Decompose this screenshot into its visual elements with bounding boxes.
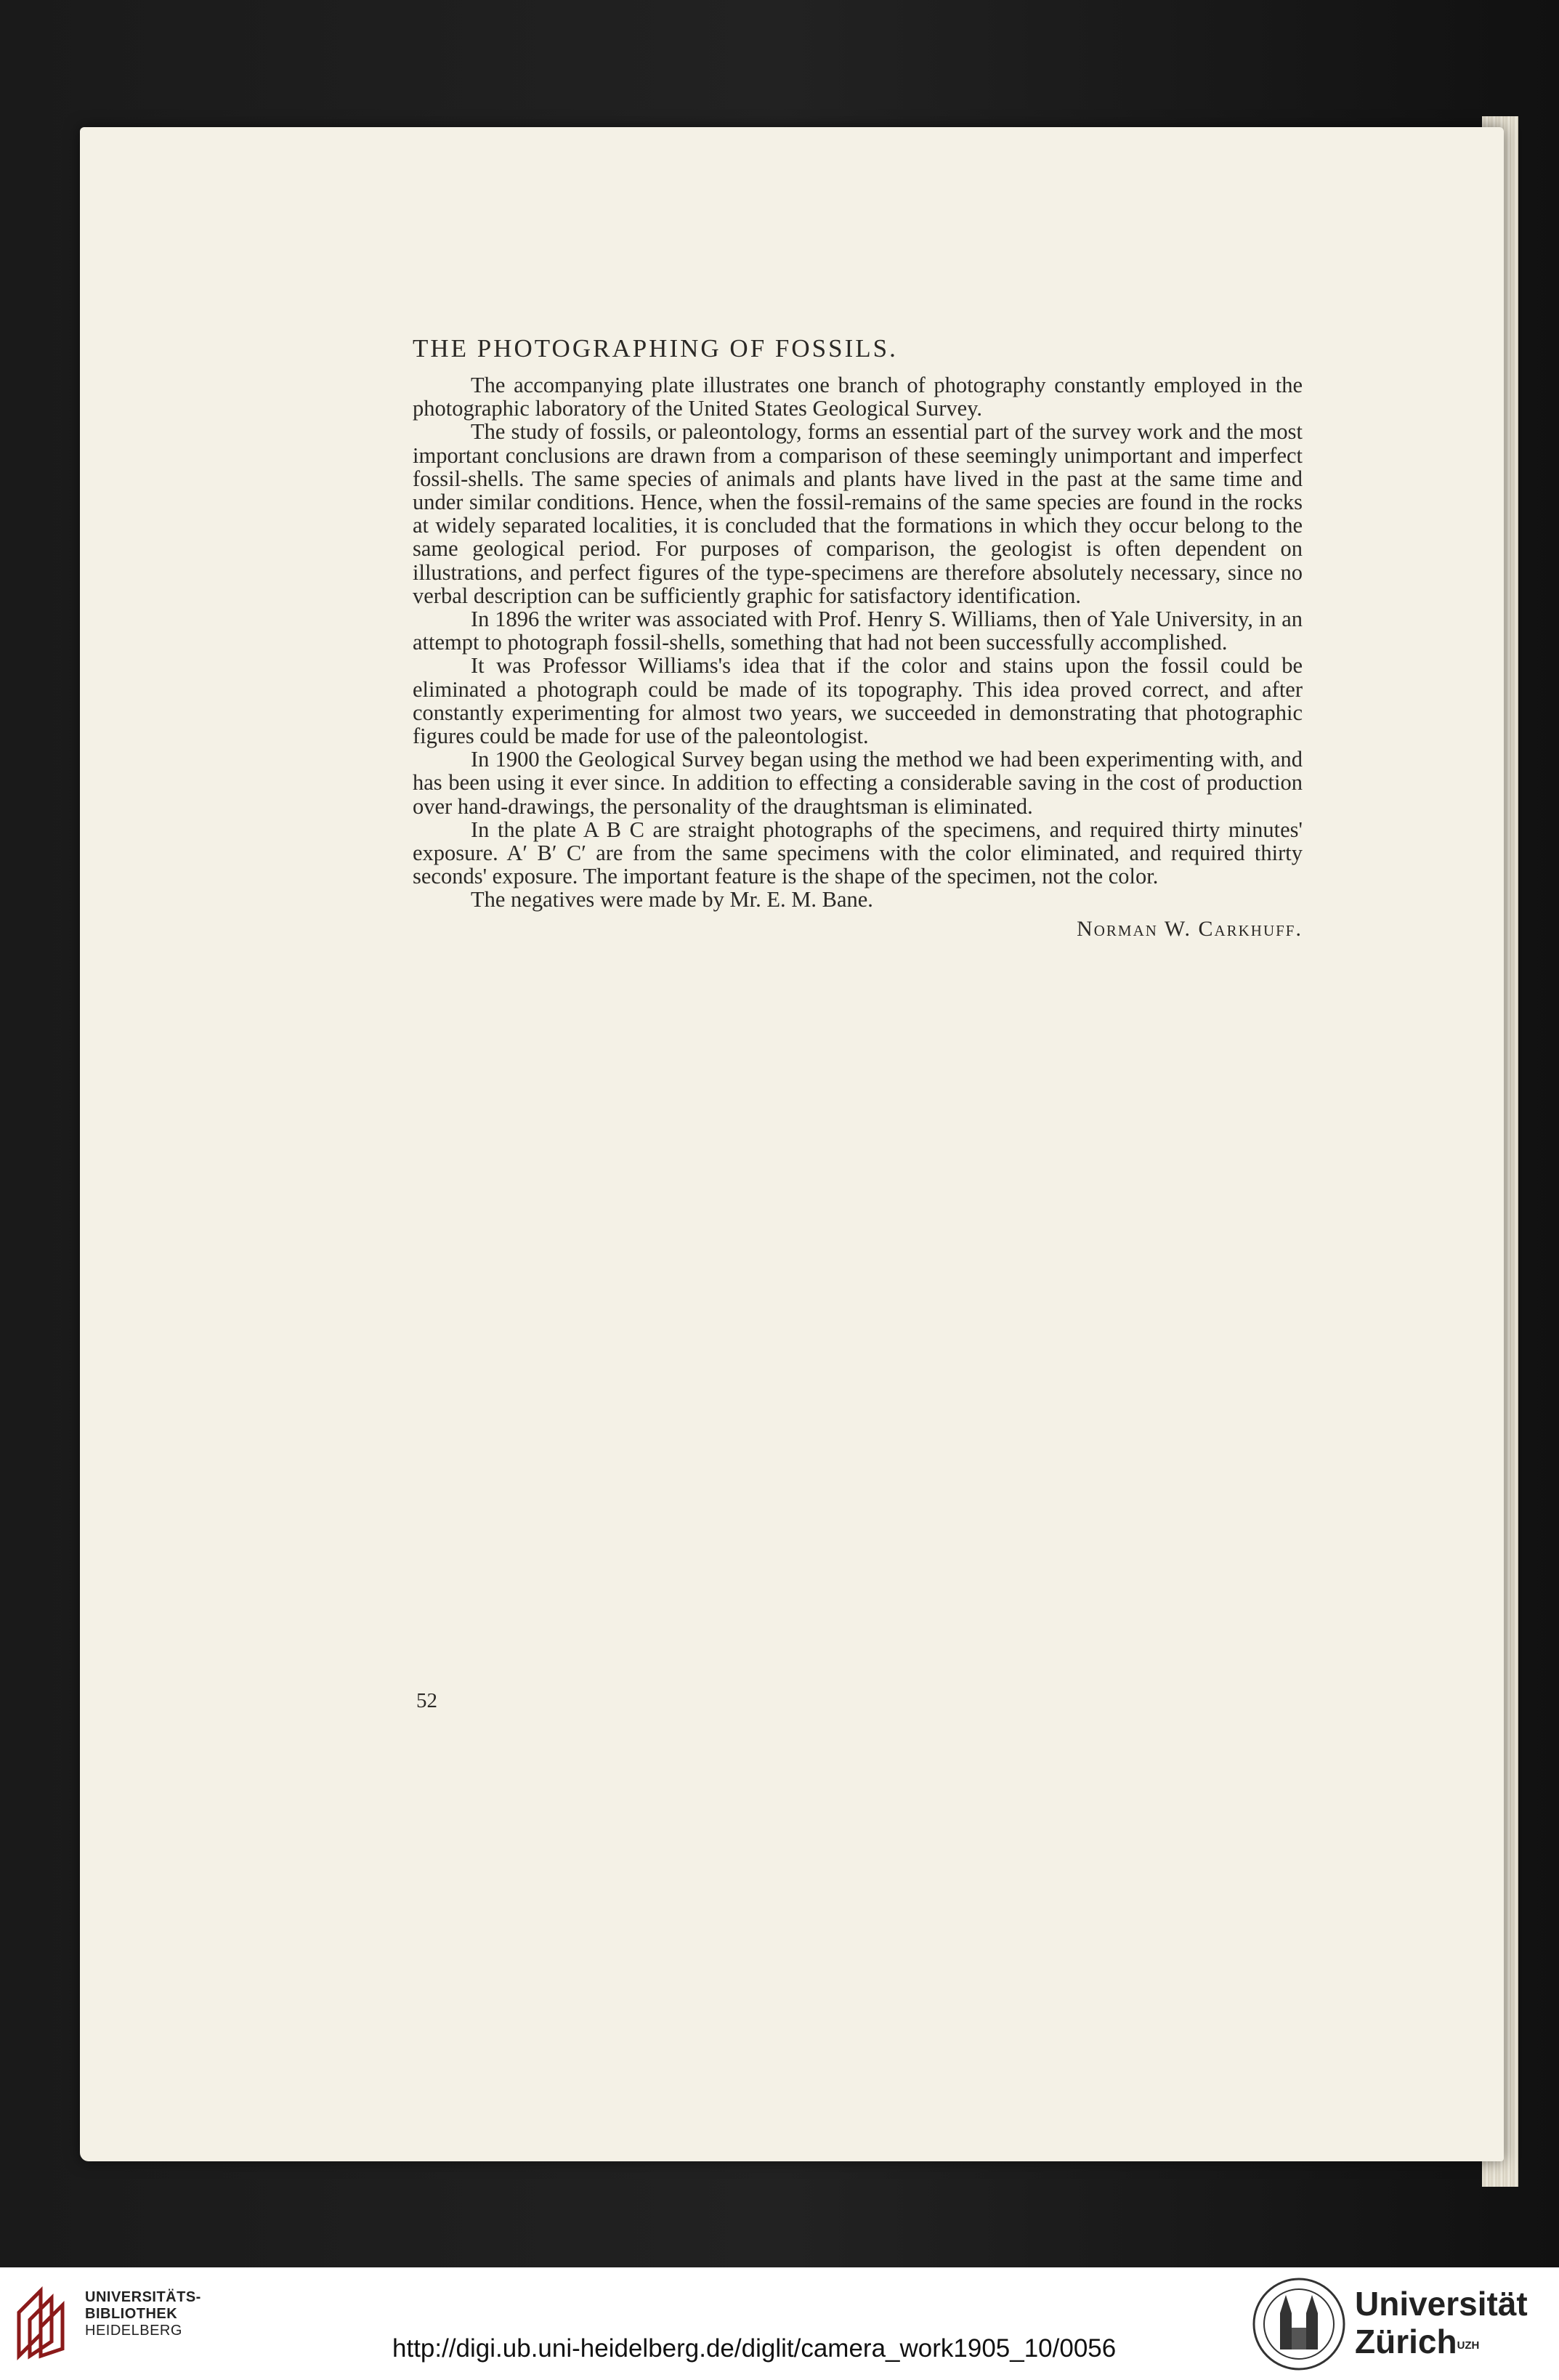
paragraph: The accompanying plate illustrates one branch of photography constantly employed in the photographic laboratory of the United States Geological Survey. <box>413 373 1303 421</box>
permalink-url[interactable]: http://digi.ub.uni-heidelberg.de/diglit/camera_work1905_10/0056 <box>392 2334 1117 2363</box>
zurich-university-seal-icon <box>1251 2273 1347 2375</box>
heidelberg-library-logo-icon <box>12 2283 77 2363</box>
paragraph: In 1896 the writer was associated with Prof. Henry S. Williams, then of Yale University, in an attempt to photograph fossil-shells, something that had not been successfully accomplished. <box>413 607 1303 655</box>
paragraph: The negatives were made by Mr. E. M. Bane. <box>471 887 873 912</box>
author-signature: Norman W. Carkhuff. <box>1077 916 1303 941</box>
paragraph: In the plate A B C are straight photographs of the specimens, and required thirty minutes' exposure. A′ B′ C′ are from the same specimens with the color eliminated, and required thirty seconds' exposure. The important feature is the shape of the specimen, not the color. <box>413 817 1303 889</box>
library-name-line: UNIVERSITÄTS- <box>85 2289 201 2305</box>
library-name-line: BIBLIOTHEK <box>85 2306 178 2322</box>
library-name-line: HEIDELBERG <box>85 2323 182 2339</box>
paragraph: In 1900 the Geological Survey began using the method we had been experimenting with, and has been using it ever since. In addition to effecting a considerable saving in the cost of production over hand-drawings, the personality of the draughtsman is eliminated. <box>413 747 1303 819</box>
university-name-line2 <box>1355 2323 1528 2360</box>
university-name <box>1355 2285 1528 2360</box>
article <box>413 334 1303 941</box>
paragraph: It was Professor Williams's idea that if the color and stains upon the fossil could be eliminated a photograph could be made of its topography. This idea proved correct, and after constantly experimenting for almost two years, we succeeded in demonstrating that photographic figures could be made for use of the paleontologist. <box>413 653 1303 749</box>
university-city: Zürich <box>1355 2323 1457 2360</box>
page-number: 52 <box>416 1689 437 1712</box>
library-name <box>85 2289 259 2339</box>
paragraph: The study of fossils, or paleontology, forms an essential part of the survey work and the most important conclusions are drawn from a comparison of these seemingly unimportant and imperfect fossil-shells. The same species of animals and plants have lived in the past at the same time and under similar conditions. Hence, when the fossil-remains of the same species are found in the rocks at widely separated localities, it is concluded that the formations in which they occur belong to the same geological period. For purposes of comparison, the geologist is often dependent on illustrations, and perfect figures of the type-specimens are therefore absolutely necessary, since no verbal description can be sufficiently graphic for satisfactory identification. <box>413 419 1303 608</box>
university-name-line1: Universität <box>1355 2285 1528 2323</box>
article-title: THE PHOTOGRAPHING OF FOSSILS. <box>413 334 898 363</box>
university-abbrev: UZH <box>1457 2339 1480 2352</box>
digitization-footer <box>0 2267 1559 2380</box>
